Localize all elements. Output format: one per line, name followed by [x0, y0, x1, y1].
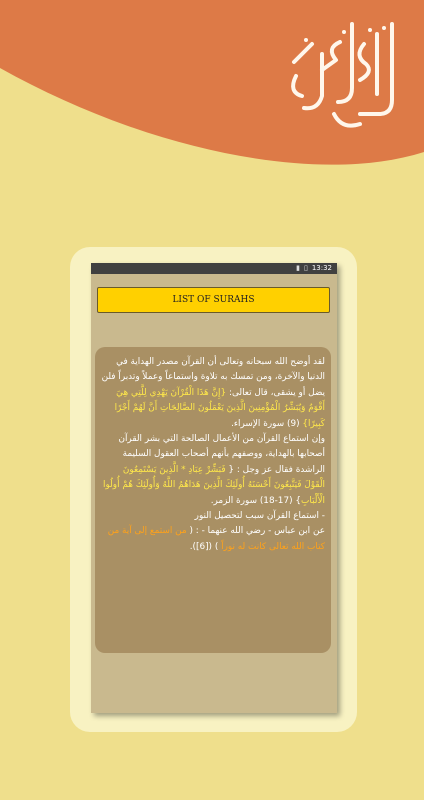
- status-time: 13:32: [311, 264, 332, 272]
- verse-isra-ref: (9) سورة الإسراء.: [231, 418, 303, 429]
- verse-zumar: فَبَشِّرْ عِبَادِ * الَّذِينَ يَسْتَمِعُونَ الْقَوْلَ فَيَتَّبِعُونَ أَحْسَنَهُ أُولَئِكَ الَّذِينَ هَدَاهُمُ اللَّهُ وَأُولَئِكَ هُمْ أُولُوا الْأَلْبَابِ: [103, 464, 325, 506]
- paragraph-3: - استماع القرآن سبب لتحصيل النور: [194, 511, 325, 522]
- status-bar: [91, 263, 337, 274]
- list-of-surahs-label: LIST OF SURAHS: [172, 295, 255, 305]
- paragraph-4: [101, 524, 325, 555]
- paragraph-4-text: عن ابن عباس - رضي الله عنهما - : (: [186, 526, 325, 537]
- signal-icon: ▮: [296, 264, 300, 272]
- phone-frame: [91, 263, 337, 713]
- hadith-ref: ) ([6]).: [189, 541, 222, 552]
- quran-logo-calligraphy: [282, 14, 410, 136]
- battery-icon: ▯: [303, 264, 308, 272]
- verse-zumar-ref: } (17-18) سورة الزمر.: [210, 495, 302, 506]
- intro-text-box: [95, 347, 331, 653]
- hadith-quote: من استمع إلى آية من كتاب الله تعالى كانت له نوراً: [107, 526, 325, 552]
- paragraph-1-text: لقد أوضح الله سبحانه وتعالى أن القرآن مصدر الهداية في الدنيا والآخرة، ومن تمسك به تلاوة واستماعاً وعملاً وتدبراً فلن يضل أو يشقى، قال تعالى:: [101, 357, 325, 398]
- list-of-surahs-button[interactable]: [97, 287, 330, 313]
- paragraph-2: [101, 432, 325, 509]
- paragraph-1: [101, 355, 325, 432]
- paragraph-2-text: وإن استماع القرآن من الأعمال الصالحة التي بشر القرآن أصحابها بالهداية، ووصفهم بأنهم أصحاب العقول السليمة الراشدة فقال عز وجل : {: [118, 434, 325, 475]
- verse-isra: {إِنَّ هَذَا الْقُرْآنَ يَهْدِي لِلَّتِي هِيَ أَقْوَمُ وَيُبَشِّرُ الْمُؤْمِنِينَ الَّذِينَ يَعْمَلُونَ الصَّالِحَاتِ أَنَّ لَهُمْ أَجْرًا كَبِيرًا}: [114, 387, 325, 429]
